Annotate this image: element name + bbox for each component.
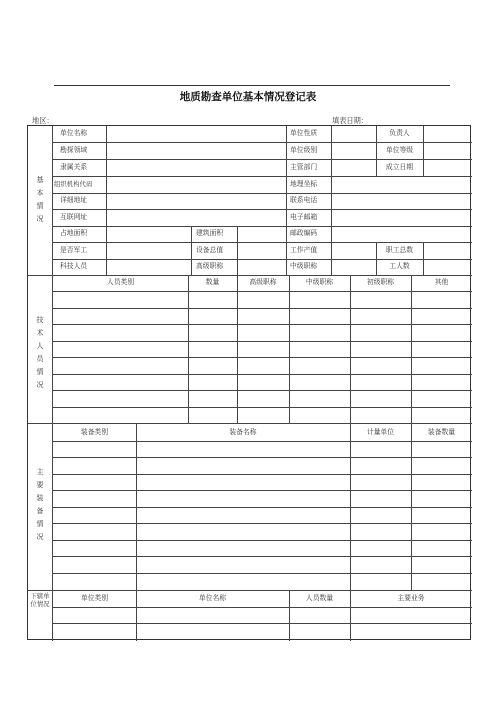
table-column-line <box>411 423 412 590</box>
label-workers: 工人数 <box>389 262 410 270</box>
sub-header-category: 单位类别 <box>80 594 109 602</box>
table-column-line <box>136 423 137 590</box>
table-row-line <box>53 341 472 342</box>
label-postal-code: 邮政编码 <box>290 229 318 237</box>
sub-header-name: 单位名称 <box>198 594 227 602</box>
table-row-line <box>53 357 472 358</box>
table-row-line <box>53 573 472 574</box>
table-row-line <box>53 324 472 325</box>
label-founding-date: 成立日期 <box>385 163 414 171</box>
label-total-staff: 职工总数 <box>385 246 414 254</box>
table-row-line <box>53 259 472 260</box>
label-supervising-dept: 主管部门 <box>290 163 318 171</box>
table-column-line <box>237 275 238 423</box>
label-unit-level: 单位级别 <box>290 146 318 154</box>
table-column-line <box>106 126 107 275</box>
region-label: 地区： <box>32 116 54 125</box>
label-email: 电子邮箱 <box>290 213 318 221</box>
label-phone: 联系电话 <box>290 196 318 204</box>
label-senior-title: 高级职称 <box>196 262 224 270</box>
label-tech-staff: 科技人员 <box>60 262 88 270</box>
table-row-line <box>53 407 472 408</box>
label-building-area: 建筑面积 <box>196 229 224 237</box>
sub-header-business: 主要业务 <box>397 594 425 602</box>
tech-header-senior: 高级职称 <box>249 278 277 286</box>
table-row-line <box>53 474 472 475</box>
tech-header-junior: 初级职称 <box>366 278 395 286</box>
table-row-line <box>53 523 472 524</box>
table-row-line <box>28 590 472 591</box>
table-row-line <box>53 193 472 194</box>
label-unit-name: 单位名称 <box>60 129 88 137</box>
label-person-in-charge: 负责人 <box>389 129 410 137</box>
table-row-line <box>53 623 472 624</box>
table-row-line <box>53 457 472 458</box>
equip-header-quantity: 装备数量 <box>427 428 456 436</box>
table-column-line <box>350 423 351 590</box>
table-row-line <box>53 291 472 292</box>
tech-header-other: 其他 <box>434 278 449 286</box>
table-row-line <box>53 390 472 391</box>
table-row-line <box>53 226 472 227</box>
sub-header-staff: 人员数量 <box>305 594 334 602</box>
table-row-line <box>53 176 472 177</box>
equip-header-category: 装备类别 <box>80 428 109 436</box>
table-row-line <box>53 242 472 243</box>
table-column-line <box>331 126 332 275</box>
equip-header-unit: 计量单位 <box>366 428 395 436</box>
section-equip-label: 主要装备情况 <box>36 468 44 541</box>
table-column-line <box>289 275 290 423</box>
table-row-line <box>53 142 472 143</box>
table-row-line <box>53 209 472 210</box>
equip-header-name: 装备名称 <box>229 428 257 436</box>
label-website: 互联网址 <box>60 213 88 221</box>
table-column-line <box>191 226 192 275</box>
section-tech-label: 技术人员情况 <box>36 316 44 389</box>
table-row-line <box>53 607 472 608</box>
table-row-line <box>53 556 472 557</box>
label-affiliation: 隶属关系 <box>60 163 88 171</box>
table-column-line <box>423 126 424 176</box>
label-address: 详细地址 <box>60 196 88 204</box>
section-basic-label: 基本情况 <box>36 176 44 223</box>
label-exploration-field: 勘探领域 <box>60 146 88 154</box>
table-row-line <box>53 308 472 309</box>
table-row-line <box>53 507 472 508</box>
table-column-line <box>237 226 238 275</box>
tech-header-category: 人员类别 <box>106 278 135 286</box>
section-sub-label: 下辖单位情况 <box>30 593 50 608</box>
label-org-code: 组织机构代码 <box>54 180 93 188</box>
table-row-line <box>28 275 472 276</box>
table-column-line <box>52 126 53 641</box>
label-unit-grade: 单位等级 <box>385 146 414 154</box>
table-row-line <box>53 374 472 375</box>
table-row-line <box>53 540 472 541</box>
date-label: 填表日期： <box>332 116 368 125</box>
header-rule <box>54 85 450 86</box>
table-row-line <box>53 441 472 442</box>
table-column-line <box>188 275 189 423</box>
table-row-line <box>53 490 472 491</box>
label-military: 是否军工 <box>60 246 88 254</box>
label-land-area: 占地面积 <box>60 229 88 237</box>
registration-form-table <box>27 125 471 640</box>
table-column-line <box>286 126 287 275</box>
table-row-line <box>28 423 472 424</box>
label-mid-title: 中级职称 <box>290 262 318 270</box>
table-column-line <box>411 275 412 423</box>
label-output-value: 工作产值 <box>290 246 318 254</box>
tech-header-mid: 中级职称 <box>305 278 334 286</box>
tech-header-count: 数量 <box>205 278 220 286</box>
table-row-line <box>53 159 472 160</box>
label-geo-coordinates: 地理坐标 <box>290 180 318 188</box>
label-unit-nature: 单位性质 <box>290 129 318 137</box>
table-column-line <box>350 275 351 423</box>
label-equipment-value: 设备总值 <box>196 246 224 254</box>
form-title: 地质勘查单位基本情况登记表 <box>179 91 317 103</box>
table-column-line <box>423 242 424 275</box>
